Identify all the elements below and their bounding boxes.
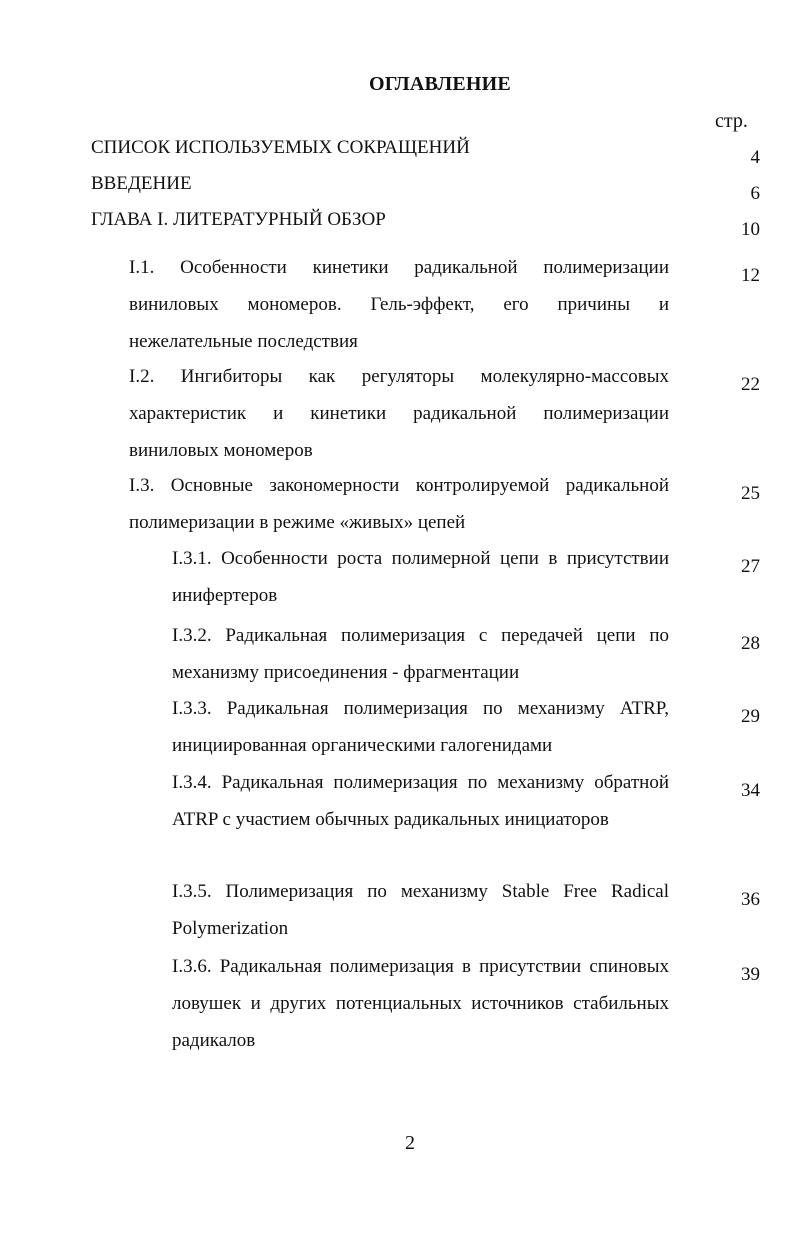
toc-entry-page: 25 [741,483,760,504]
toc-entry-section-1-2 [129,358,669,469]
toc-entry-introduction [91,165,691,202]
toc-entry-text: I.2. Ингибиторы как регуляторы молекулярно-массовых характеристик и кинетики радикальной полимеризации виниловых мономеров [129,366,669,461]
toc-entry-page: 34 [741,780,760,801]
page-title: ОГЛАВЛЕНИЕ [369,73,511,95]
toc-entry-page: 28 [741,633,760,654]
toc-entry-section-1-3-3 [172,690,669,764]
toc-entry-page: 22 [741,374,760,395]
toc-entry-page: 12 [741,265,760,286]
toc-entry-page: 29 [741,706,760,727]
toc-entry-text: I.3.4. Радикальная полимеризация по механизму обратной ATRP с участием обычных радикальных инициаторов [172,772,669,830]
toc-entry-abbreviations [91,129,691,166]
toc-entry-text: I.1. Особенности кинетики радикальной полимеризации виниловых мономеров. Гель-эффект, его причины и нежелательные последствия [129,257,669,352]
toc-entry-text: I.3.6. Радикальная полимеризация в присутствии спиновых ловушек и других потенциальных источников стабильных радикалов [172,956,669,1051]
toc-entry-text: I.3.3. Радикальная полимеризация по механизму ATRP, инициированная органическими галогенидами [172,698,669,756]
toc-entry-section-1-3-5 [172,873,669,947]
toc-entry-section-1-1 [129,249,669,360]
toc-entry-text: I.3.2. Радикальная полимеризация с передачей цепи по механизму присоединения - фрагментации [172,625,669,683]
pages-column-label: стр. [715,110,748,132]
toc-entry-text: СПИСОК ИСПОЛЬЗУЕМЫХ СОКРАЩЕНИЙ [91,137,470,158]
toc-entry-text: ГЛАВА I. ЛИТЕРАТУРНЫЙ ОБЗОР [91,209,386,230]
toc-entry-chapter-1 [91,201,691,238]
toc-entry-section-1-3-2 [172,617,669,691]
toc-entry-section-1-3-6 [172,948,669,1059]
toc-entry-page: 10 [741,219,760,240]
toc-entry-text: I.3.1. Особенности роста полимерной цепи в присутствии инифертеров [172,548,669,606]
toc-entry-text: ВВЕДЕНИЕ [91,173,192,194]
toc-entry-page: 36 [741,889,760,910]
toc-entry-page: 6 [750,183,760,204]
toc-entry-text: I.3. Основные закономерности контролируемой радикальной полимеризации в режиме «живых» цепей [129,475,669,533]
page-number: 2 [405,1132,415,1154]
toc-entry-section-1-3-1 [172,540,669,614]
toc-entry-section-1-3-4 [172,764,669,838]
toc-entry-page: 4 [750,147,760,168]
toc-entry-section-1-3 [129,467,669,541]
toc-entry-page: 39 [741,964,760,985]
toc-entry-page: 27 [741,556,760,577]
toc-entry-text: I.3.5. Полимеризация по механизму Stable Free Radical Polymerization [172,881,669,939]
